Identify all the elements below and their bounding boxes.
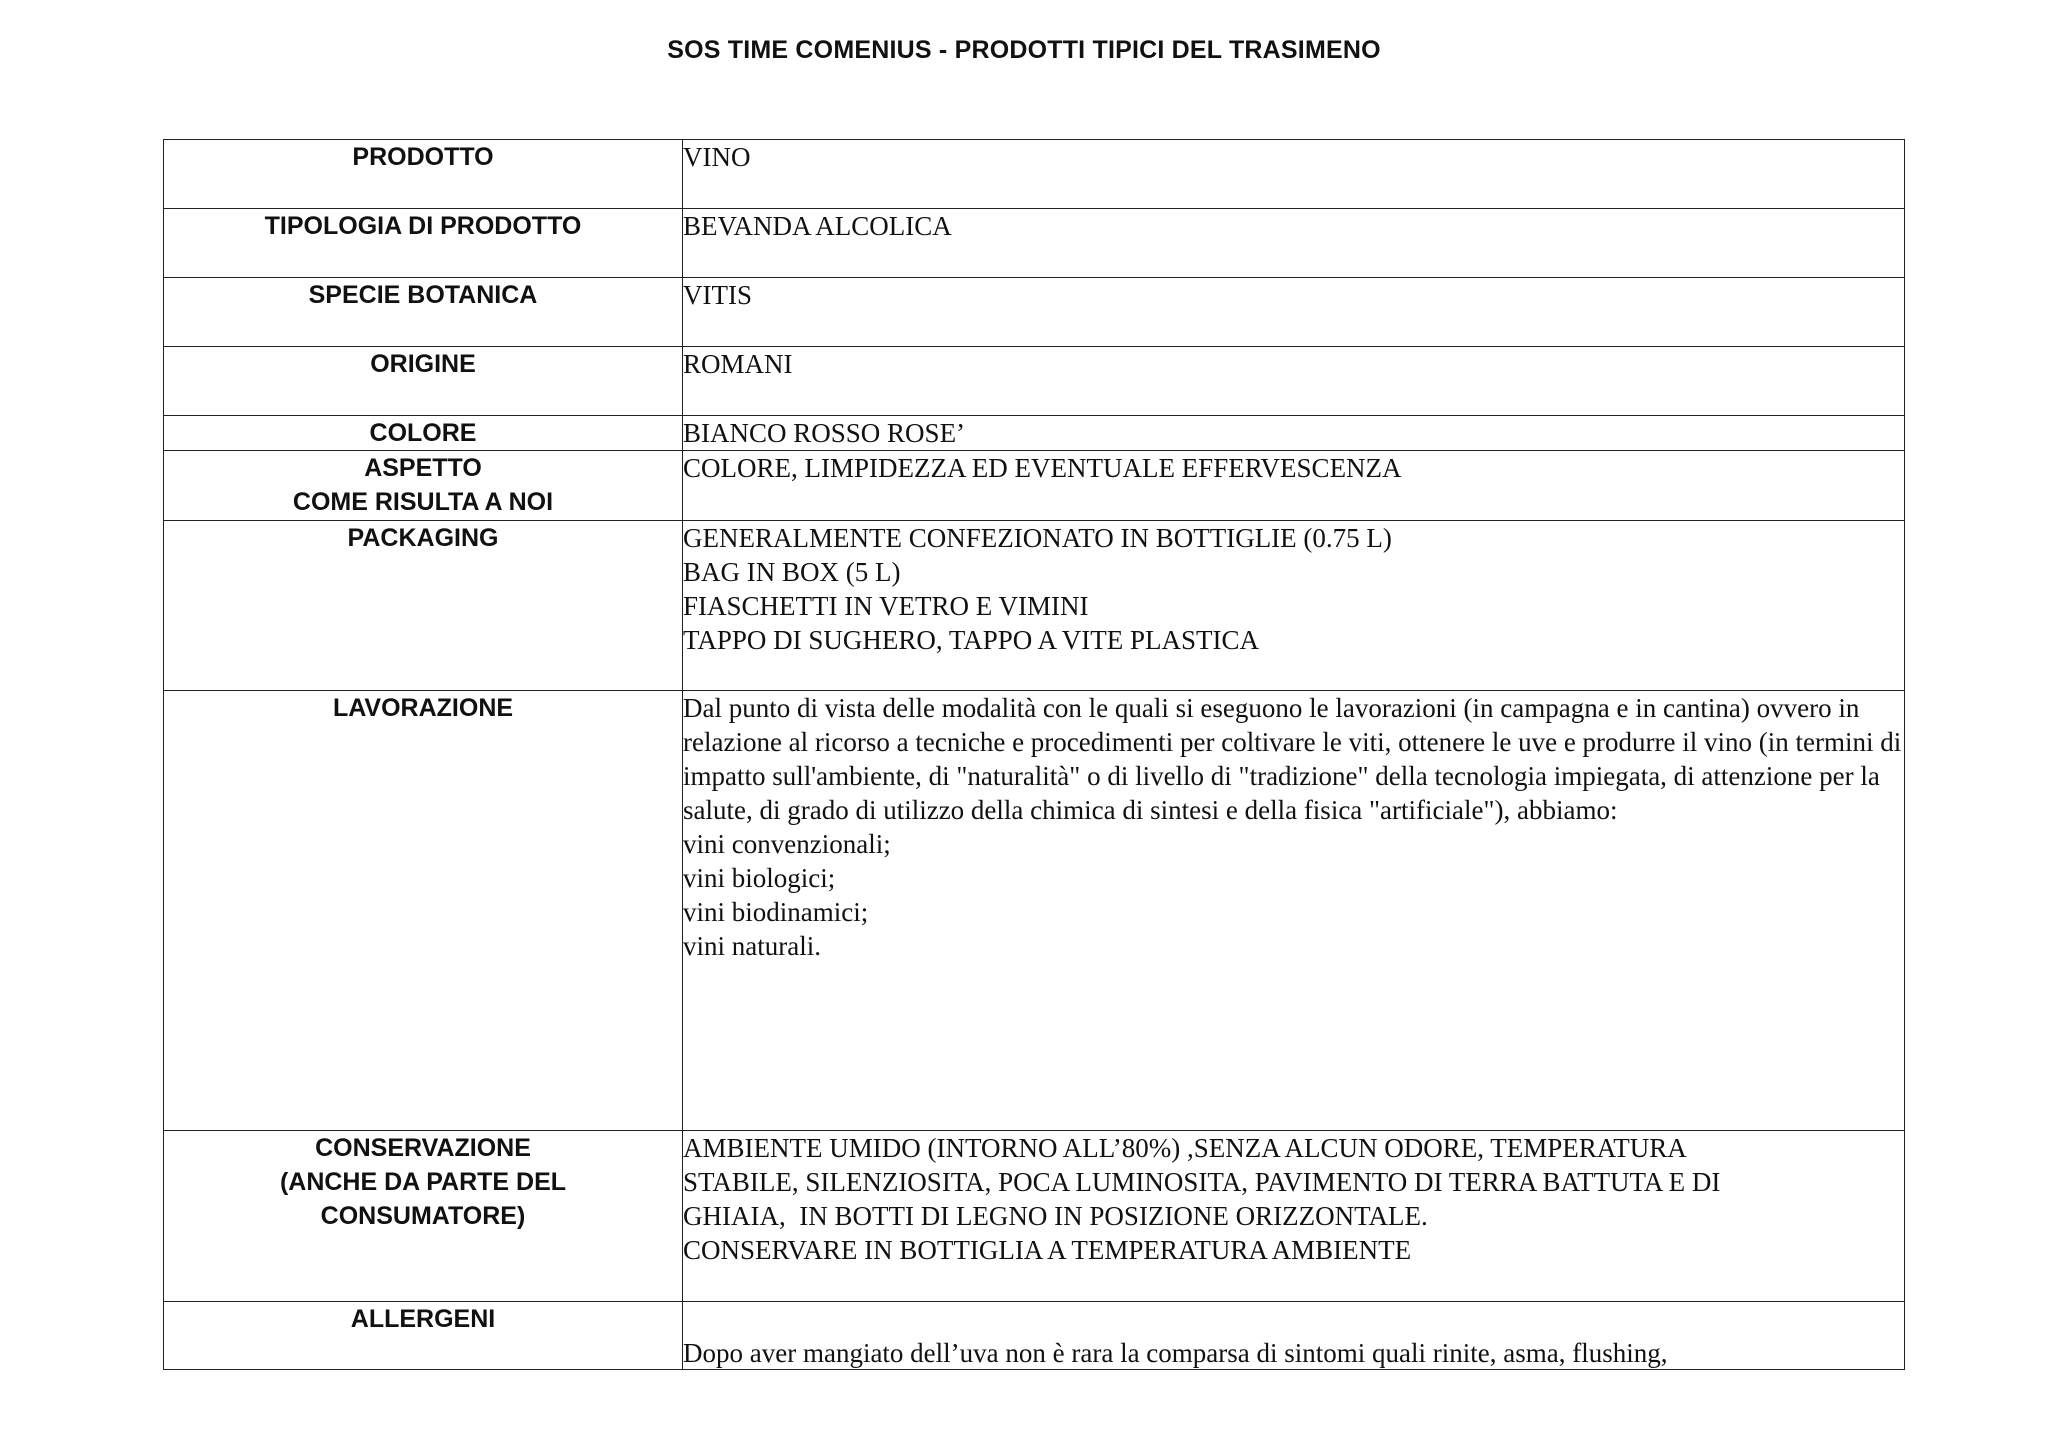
table-row <box>164 209 1905 278</box>
row-label-line: ASPETTO <box>364 454 482 482</box>
row-label: ORIGINE <box>164 347 683 416</box>
allergen-text: Dopo aver mangiato dell’uva non è rara la comparsa di sintomi quali rinite, asma, flushing, <box>683 1338 1668 1368</box>
list-item: vini biologici; <box>683 863 836 893</box>
row-value-line: FIASCHETTI IN VETRO E VIMINI <box>683 591 1089 621</box>
row-label <box>164 451 683 521</box>
row-value: VITIS <box>683 278 1905 347</box>
table-row <box>164 347 1905 416</box>
row-value-line: STABILE, SILENZIOSITA, POCA LUMINOSITA, PAVIMENTO DI TERRA BATTUTA E DI <box>683 1167 1721 1197</box>
row-label: PACKAGING <box>164 521 683 691</box>
row-value <box>683 1131 1905 1302</box>
row-value: BIANCO ROSSO ROSE’ <box>683 416 1905 451</box>
row-value <box>683 521 1905 691</box>
row-value: ROMANI <box>683 347 1905 416</box>
row-value <box>683 691 1905 1131</box>
row-label: PRODOTTO <box>164 140 683 209</box>
table-row <box>164 1131 1905 1302</box>
row-value <box>683 1302 1905 1370</box>
processing-paragraph: Dal punto di vista delle modalità con le quali si eseguono le lavorazioni (in campagna e in cantina) ovvero in relazione al ricorso a tecniche e procedimenti per coltivare le viti, ottenere le uve e produrre il vino (in termini di impatto sull'ambiente, di "naturalità" o di livello di "tradizione" della tecnologia impiegata, di attenzione per la salute, di grado di utilizzo della chimica di sintesi e della fisica "artificiale"), abbiamo: <box>683 693 1902 825</box>
row-label-line: (ANCHE DA PARTE DEL <box>279 1168 567 1196</box>
row-label-line: CONSUMATORE) <box>320 1202 526 1230</box>
row-label <box>164 1131 683 1302</box>
table-row <box>164 278 1905 347</box>
table-row <box>164 691 1905 1131</box>
row-label-line: COME RISULTA A NOI <box>292 488 554 516</box>
row-label: TIPOLOGIA DI PRODOTTO <box>164 209 683 278</box>
row-label: LAVORAZIONE <box>164 691 683 1131</box>
document-title: SOS TIME COMENIUS - PRODOTTI TIPICI DEL TRASIMENO <box>667 36 1381 64</box>
row-value-line: TAPPO DI SUGHERO, TAPPO A VITE PLASTICA <box>683 625 1260 655</box>
table-row <box>164 1302 1905 1370</box>
row-value: BEVANDA ALCOLICA <box>683 209 1905 278</box>
table-row <box>164 140 1905 209</box>
table-row <box>164 451 1905 521</box>
table-row <box>164 521 1905 691</box>
product-table <box>163 139 1905 1370</box>
row-label: COLORE <box>164 416 683 451</box>
list-item: vini convenzionali; <box>683 829 891 859</box>
row-value-line: GENERALMENTE CONFEZIONATO IN BOTTIGLIE (0.75 L) <box>683 523 1392 553</box>
row-label: SPECIE BOTANICA <box>164 278 683 347</box>
row-value-line: GHIAIA, IN BOTTI DI LEGNO IN POSIZIONE ORIZZONTALE. <box>683 1201 1428 1231</box>
row-value: COLORE, LIMPIDEZZA ED EVENTUALE EFFERVESCENZA <box>683 451 1905 521</box>
list-item: vini biodinamici; <box>683 897 869 927</box>
row-value-line: AMBIENTE UMIDO (INTORNO ALL’80%) ,SENZA ALCUN ODORE, TEMPERATURA <box>683 1133 1687 1163</box>
row-value-line: CONSERVARE IN BOTTIGLIA A TEMPERATURA AMBIENTE <box>683 1235 1412 1265</box>
row-value-line: BAG IN BOX (5 L) <box>683 557 901 587</box>
list-item: vini naturali. <box>683 931 821 961</box>
row-label-line: CONSERVAZIONE <box>315 1134 531 1162</box>
row-value: VINO <box>683 140 1905 209</box>
row-label: ALLERGENI <box>164 1302 683 1370</box>
table-row <box>164 416 1905 451</box>
